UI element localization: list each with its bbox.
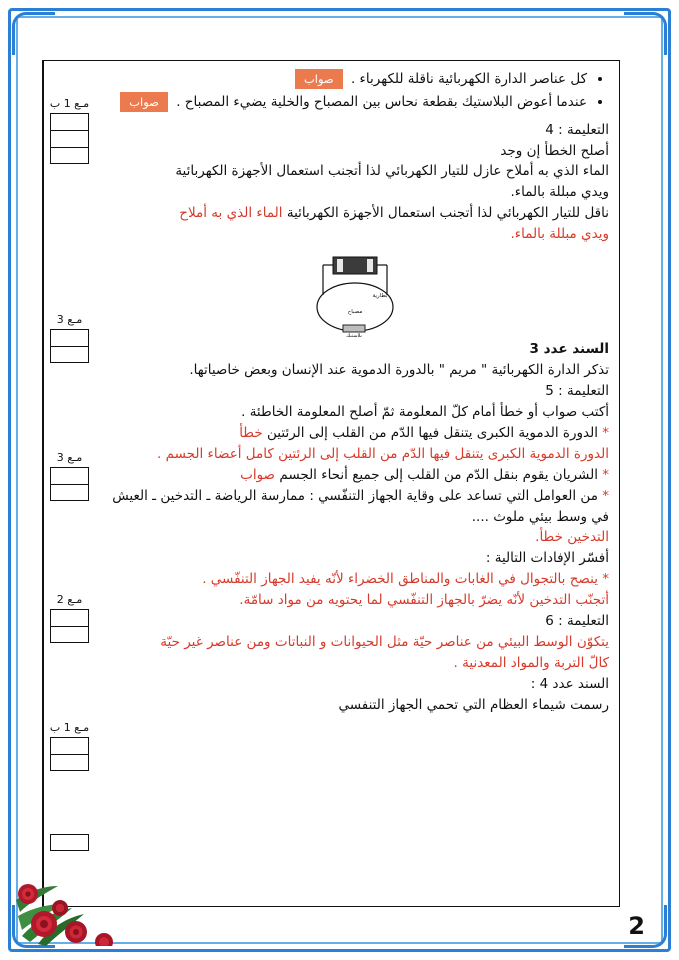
- mark-boxes-4: [50, 609, 89, 643]
- correction-red-part: الماء الذي به أملاح: [179, 205, 283, 222]
- instruction-4-correction-line-2: ويدي مبللة بالماء.: [510, 226, 609, 243]
- mark-box[interactable]: [50, 113, 89, 130]
- mark-box[interactable]: [50, 329, 89, 346]
- instruction-6-title: التعليمة : 6: [545, 613, 609, 630]
- mark-label-3: مـع 3: [56, 451, 83, 464]
- circuit-diagram-svg: [281, 251, 431, 337]
- instruction-5-correction-1: الدورة الدموية الكبرى يتنقل فيها الدّم من القلب إلى الرئتين كامل أعضاء الجسم .: [157, 445, 609, 462]
- corner-decoration-top-left: [12, 12, 55, 55]
- mark-block-6: [44, 831, 95, 851]
- instruction-4-line-3: ويدي مبللة بالماء.: [510, 184, 609, 201]
- list-item: [103, 69, 587, 91]
- mark-box[interactable]: [50, 609, 89, 626]
- corner-decoration-top-right: [624, 12, 667, 55]
- statement-1: الدورة الدموية الكبرى يتنقل فيها الدّم من القلب إلى الرئتين: [267, 424, 598, 441]
- explain-item-2: أتجنّب التدخين لأنّه يضرّ بالجهاز التنفّسي لما يحتويه من مواد سامّة.: [239, 592, 609, 609]
- instruction-5-item-2: [103, 465, 609, 486]
- star-icon: *: [602, 487, 609, 504]
- star-icon: *: [602, 571, 609, 588]
- mark-boxes-6: [50, 834, 89, 851]
- instruction-4-title: التعليمة : 4: [545, 121, 609, 138]
- mark-box[interactable]: [50, 130, 89, 147]
- mark-block-5: [44, 721, 95, 771]
- support-4-line: رسمت شيماء العظام التي تحمي الجهاز التنفسي: [338, 696, 609, 713]
- marks-column: [43, 61, 95, 906]
- svg-text:مصباح: مصباح: [347, 309, 363, 316]
- instruction-6-answer-1: يتكوّن الوسط البيئي من عناصر حيّة مثل الحيوانات و النباتات ومن عناصر غير حيّة: [160, 634, 609, 651]
- mark-block-2: [44, 313, 95, 363]
- answer-2: صواب: [240, 466, 276, 483]
- mark-block-3: [44, 451, 95, 501]
- support-3-title: السند عدد 3: [529, 341, 609, 358]
- mark-block-1: [44, 97, 95, 164]
- explain-item-1: [103, 569, 609, 590]
- instruction-4-line-1: أصلح الخطأ إن وجد: [500, 142, 609, 159]
- instruction-5-title: التعليمة : 5: [545, 382, 609, 399]
- star-icon: *: [602, 424, 609, 441]
- explain-text-1: ينصح بالتجوال في الغابات والمناطق الخضراء لأنّه يفيد الجهاز التنفّسي .: [202, 571, 598, 588]
- mark-label-4: مـع 2: [56, 593, 83, 606]
- mark-boxes-1: [50, 113, 89, 164]
- mark-boxes-2: [50, 329, 89, 363]
- instruction-4-line-2: الماء الذي به أملاح عازل للتيار الكهربائي لذا أتجنب استعمال الأجهزة الكهربائية: [175, 163, 609, 180]
- mark-box[interactable]: [50, 754, 89, 771]
- mark-label-1: مـع 1 ب: [49, 97, 90, 110]
- svg-text:بطارية: بطارية: [372, 293, 388, 300]
- support-3-line: تذكر الدارة الكهربائية " مريم " بالدورة الدموية عند الإنسان وبعض خاصياتها.: [189, 362, 609, 379]
- instruction-5-item-1: [103, 423, 609, 444]
- mark-box[interactable]: [50, 834, 89, 851]
- mark-box[interactable]: [50, 626, 89, 643]
- circuit-figure: [103, 251, 609, 337]
- mark-box[interactable]: [50, 467, 89, 484]
- mark-box[interactable]: [50, 147, 89, 164]
- bullet-text-2: عندما أعوض البلاستيك بقطعة نحاس بين المصباح والخلية يضيء المصباح .: [176, 94, 587, 110]
- correction-black-part: ناقل للتيار الكهربائي لذا أتجنب استعمال الأجهزة الكهربائية: [286, 205, 609, 222]
- mark-box[interactable]: [50, 346, 89, 363]
- mark-boxes-3: [50, 467, 89, 501]
- star-icon: *: [602, 466, 609, 483]
- bullet-list-top: [103, 69, 609, 114]
- instruction-5-correction-3: التدخين خطأ.: [535, 529, 609, 546]
- answer-sheet-table: [42, 60, 620, 907]
- instruction-5-item-3: [103, 486, 609, 528]
- mark-label-2: مـع 3: [56, 313, 83, 326]
- instruction-4-correction-row: [103, 203, 609, 224]
- mark-block-4: [44, 593, 95, 643]
- list-item: [103, 92, 587, 114]
- corner-decoration-bottom-left: [12, 905, 55, 948]
- svg-text:بلاستيك: بلاستيك: [346, 333, 362, 338]
- answer-tag-sawab-2: صواب: [120, 92, 168, 112]
- mark-box[interactable]: [50, 737, 89, 754]
- instruction-5-prompt: أكتب صواب أو خطأ أمام كلّ المعلومة ثمّ أصلح المعلومة الخاطئة .: [241, 403, 609, 420]
- instruction-6-answer-2: كالّ التربة والمواد المعدنية .: [453, 654, 609, 671]
- mark-box[interactable]: [50, 484, 89, 501]
- bullet-text-1: كل عناصر الدارة الكهربائية ناقلة للكهرباء .: [350, 71, 587, 88]
- statement-2: الشريان يقوم بنقل الدّم من القلب إلى جميع أنحاء الجسم: [279, 466, 598, 483]
- answer-1: خطأ: [239, 424, 263, 441]
- mark-boxes-5: [50, 737, 89, 771]
- mark-label-5: مـع 1 ب: [49, 721, 90, 734]
- content-column: [95, 61, 619, 906]
- support-4-title: السند عدد 4 :: [530, 675, 609, 692]
- statement-3: من العوامل التي تساعد على وقاية الجهاز التنفّسي : ممارسة الرياضة ـ التدخين ـ العيش في وسط بيئي ملوث ....: [112, 487, 609, 525]
- answer-tag-sawab-1: صواب: [295, 69, 343, 89]
- page-number: 2: [628, 912, 645, 940]
- explain-prompt: أفسّر الإفادات التالية :: [485, 550, 609, 567]
